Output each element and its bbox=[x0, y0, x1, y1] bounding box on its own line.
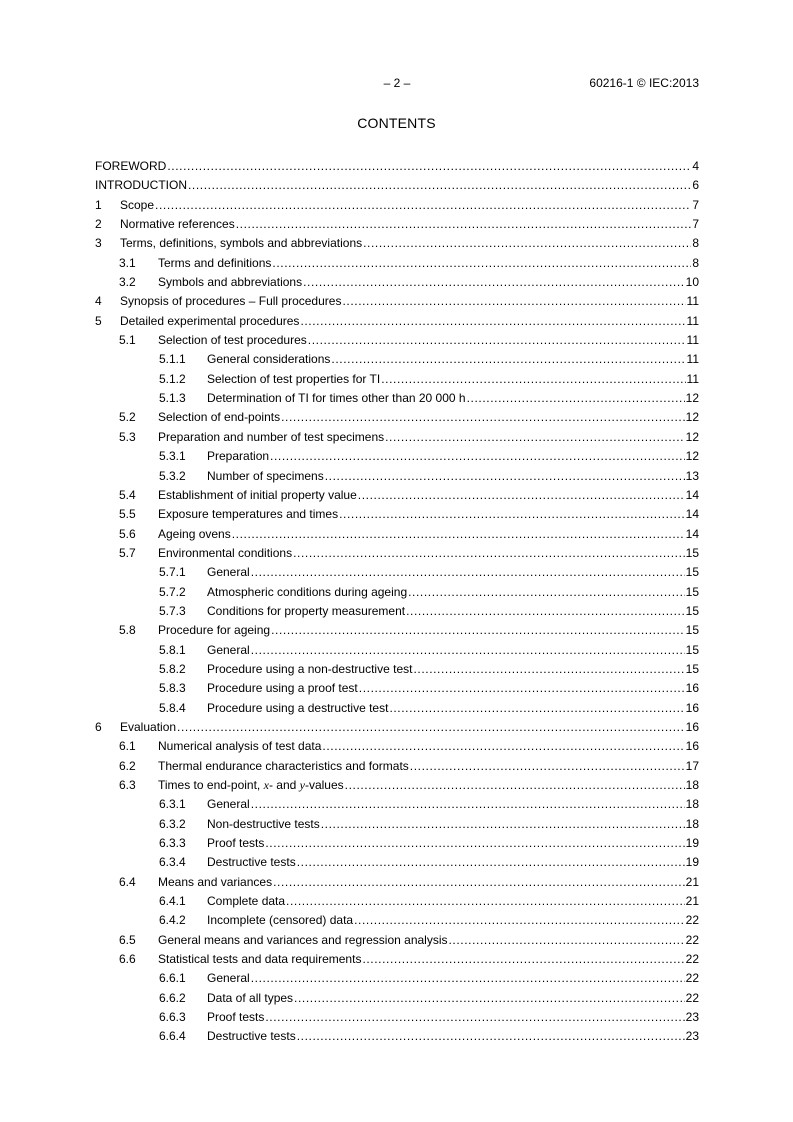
toc-entry[interactable] bbox=[95, 873, 699, 892]
toc-entry-number: 6.2 bbox=[119, 758, 136, 773]
toc-entry-number: 5.3 bbox=[119, 429, 136, 444]
toc-leader-dots bbox=[331, 350, 685, 369]
toc-leader-dots bbox=[155, 196, 691, 215]
toc-entry[interactable] bbox=[95, 467, 699, 486]
toc-entry-page: 23 bbox=[685, 1010, 699, 1025]
toc-entry-number: 5.8.1 bbox=[159, 642, 186, 657]
toc-leader-dots bbox=[359, 679, 685, 698]
toc-entry-number: 2 bbox=[95, 217, 102, 232]
toc-leader-dots bbox=[413, 660, 684, 679]
toc-entry[interactable] bbox=[95, 563, 699, 582]
toc-entry-label: General bbox=[207, 797, 250, 812]
toc-leader-dots bbox=[265, 834, 684, 853]
toc-entry-page: 7 bbox=[692, 197, 699, 212]
toc-entry-number: 5.7.1 bbox=[159, 565, 186, 580]
toc-entry-label: Preparation bbox=[207, 449, 270, 464]
toc-leader-dots bbox=[363, 234, 691, 253]
toc-entry-label: General bbox=[207, 642, 250, 657]
toc-entry-number: 1 bbox=[95, 197, 102, 212]
toc-entry-label: Thermal endurance characteristics and formats bbox=[158, 758, 409, 773]
toc-entry-page: 11 bbox=[686, 333, 699, 348]
toc-entry-label: Incomplete (censored) data bbox=[207, 913, 354, 928]
toc-leader-dots bbox=[270, 447, 685, 466]
toc-entry-label: Detailed experimental procedures bbox=[120, 313, 300, 328]
toc-entry-page: 13 bbox=[685, 468, 699, 483]
toc-entry-number: 6.5 bbox=[119, 932, 136, 947]
toc-leader-dots bbox=[251, 969, 685, 988]
page-number: – 2 – bbox=[383, 76, 411, 90]
toc-leader-dots bbox=[281, 408, 685, 427]
toc-leader-dots bbox=[410, 757, 685, 776]
toc-entry-number: 3.2 bbox=[119, 275, 136, 290]
toc-leader-dots bbox=[297, 1027, 685, 1046]
toc-entry[interactable] bbox=[95, 602, 699, 621]
toc-entry-label: Exposure temperatures and times bbox=[158, 507, 339, 522]
toc-leader-dots bbox=[273, 873, 685, 892]
toc-entry-label: Destructive tests bbox=[207, 855, 296, 870]
toc-entry-number: 3 bbox=[95, 236, 102, 251]
toc-entry[interactable] bbox=[95, 196, 699, 215]
toc-entry-number: 5.7.2 bbox=[159, 584, 186, 599]
toc-entry-page: 22 bbox=[685, 990, 699, 1005]
toc-entry-page: 11 bbox=[686, 371, 699, 386]
toc-entry-number: 5.1.1 bbox=[159, 352, 186, 367]
toc-entry[interactable] bbox=[95, 853, 699, 872]
toc-entry-label: General bbox=[207, 565, 250, 580]
toc-entry-label: INTRODUCTION bbox=[95, 178, 187, 193]
toc-entry[interactable] bbox=[95, 969, 699, 988]
toc-leader-dots bbox=[467, 389, 685, 408]
toc-entry-label: Procedure using a non-destructive test bbox=[207, 661, 413, 676]
toc-entry-number: 5 bbox=[95, 313, 102, 328]
toc-leader-dots bbox=[321, 815, 685, 834]
toc-entry-label: Evaluation bbox=[120, 719, 177, 734]
toc-entry-number: 6.4.2 bbox=[159, 913, 186, 928]
toc-entry-label: Proof tests bbox=[207, 1010, 265, 1025]
toc-leader-dots bbox=[297, 853, 685, 872]
toc-entry-label: Data of all types bbox=[207, 990, 294, 1005]
toc-entry-page: 14 bbox=[685, 526, 699, 541]
toc-entry-number: 5.6 bbox=[119, 526, 136, 541]
toc-entry[interactable] bbox=[95, 776, 699, 795]
toc-entry[interactable] bbox=[95, 544, 699, 563]
toc-entry-label: General bbox=[207, 971, 250, 986]
toc-entry-page: 12 bbox=[685, 410, 699, 425]
toc-entry[interactable] bbox=[95, 350, 699, 369]
toc-entry-label: Atmospheric conditions during ageing bbox=[207, 584, 408, 599]
toc-entry[interactable] bbox=[95, 525, 699, 544]
toc-leader-dots bbox=[325, 467, 685, 486]
toc-entry-page: 16 bbox=[685, 739, 699, 754]
toc-entry[interactable] bbox=[95, 292, 699, 311]
toc-entry-page: 15 bbox=[685, 603, 699, 618]
toc-entry-label: Terms and definitions bbox=[158, 255, 272, 270]
toc-entry-number: 5.3.2 bbox=[159, 468, 186, 483]
toc-entry-page: 23 bbox=[685, 1029, 699, 1044]
toc-entry[interactable] bbox=[95, 737, 699, 756]
toc-entry[interactable] bbox=[95, 331, 699, 350]
toc-leader-dots bbox=[177, 718, 685, 737]
toc-entry[interactable] bbox=[95, 176, 699, 195]
toc-leader-dots bbox=[406, 602, 685, 621]
toc-entry-number: 5.3.1 bbox=[159, 449, 186, 464]
toc-entry-label: Terms, definitions, symbols and abbreviations bbox=[120, 236, 363, 251]
toc-leader-dots bbox=[236, 215, 692, 234]
toc-entry-label: FOREWORD bbox=[95, 159, 167, 173]
toc-entry-page: 15 bbox=[685, 661, 699, 676]
toc-entry-page: 15 bbox=[685, 545, 699, 560]
contents-title: CONTENTS bbox=[357, 115, 436, 131]
toc-entry-number: 6.6.3 bbox=[159, 1010, 186, 1025]
toc-entry[interactable] bbox=[95, 892, 699, 911]
toc-entry-label: Synopsis of procedures – Full procedures bbox=[120, 294, 342, 309]
toc-entry-number: 5.1 bbox=[119, 333, 136, 348]
toc-entry-number: 5.8.4 bbox=[159, 700, 186, 715]
toc-entry-page: 11 bbox=[686, 352, 699, 367]
toc-entry-page: 21 bbox=[685, 894, 699, 909]
toc-entry-label: Determination of TI for times other than 20 000 h bbox=[207, 391, 466, 406]
toc-entry-page: 22 bbox=[685, 932, 699, 947]
toc-entry-page: 10 bbox=[685, 275, 699, 290]
toc-entry-number: 6.3 bbox=[119, 778, 136, 792]
toc-entry-label: Procedure using a destructive test bbox=[207, 700, 389, 715]
toc-leader-dots bbox=[271, 621, 685, 640]
toc-entry-label: Symbols and abbreviations bbox=[158, 275, 303, 290]
toc-entry-number: 6.4.1 bbox=[159, 894, 186, 909]
toc-entry-page: 15 bbox=[685, 642, 699, 657]
toc-entry[interactable] bbox=[95, 312, 699, 331]
toc-entry-page: 6 bbox=[692, 178, 699, 193]
toc-entry-label: Conditions for property measurement bbox=[207, 603, 406, 618]
toc-entry-page: 8 bbox=[692, 236, 699, 251]
toc-entry-number: 5.1.2 bbox=[159, 371, 186, 386]
toc-entry-number: 4 bbox=[95, 294, 102, 309]
toc-entry[interactable] bbox=[95, 911, 699, 930]
toc-entry-page: 18 bbox=[685, 778, 699, 792]
toc-entry[interactable] bbox=[95, 273, 699, 292]
toc-entry-page: 16 bbox=[685, 681, 699, 696]
toc-leader-dots bbox=[389, 699, 684, 718]
toc-entry-number: 6.4 bbox=[119, 874, 136, 889]
toc-entry-number: 5.8.2 bbox=[159, 661, 186, 676]
toc-entry-page: 22 bbox=[685, 971, 699, 986]
toc-leader-dots bbox=[345, 776, 685, 795]
toc-entry-page: 16 bbox=[685, 719, 699, 734]
toc-entry-label: Numerical analysis of test data bbox=[158, 739, 322, 754]
page-header bbox=[95, 76, 699, 92]
toc-leader-dots bbox=[342, 292, 685, 311]
toc-entry-page: 17 bbox=[685, 758, 699, 773]
toc-entry[interactable] bbox=[95, 989, 699, 1008]
toc-entry-number: 5.7.3 bbox=[159, 603, 186, 618]
toc-entry-number: 6.6.2 bbox=[159, 990, 186, 1005]
toc-entry-number: 6.3.3 bbox=[159, 836, 186, 851]
toc-entry-page: 16 bbox=[685, 700, 699, 715]
toc-leader-dots bbox=[286, 892, 685, 911]
toc-entry[interactable] bbox=[95, 1008, 699, 1027]
toc-entry-label: Preparation and number of test specimens bbox=[158, 429, 385, 444]
toc-entry[interactable] bbox=[95, 757, 699, 776]
toc-leader-dots bbox=[354, 911, 685, 930]
toc-leader-dots bbox=[293, 544, 685, 563]
toc-entry[interactable] bbox=[95, 1027, 699, 1046]
toc-leader-dots bbox=[294, 989, 685, 1008]
toc-entry-number: 6 bbox=[95, 719, 102, 734]
toc-entry-number: 5.8 bbox=[119, 623, 136, 638]
toc-entry-number: 5.8.3 bbox=[159, 681, 186, 696]
toc-leader-dots bbox=[339, 505, 685, 524]
toc-entry[interactable] bbox=[95, 950, 699, 969]
toc-entry[interactable] bbox=[95, 641, 699, 660]
table-of-contents bbox=[95, 157, 699, 1047]
toc-entry-label: Selection of end-points bbox=[158, 410, 281, 425]
toc-entry-page: 15 bbox=[685, 584, 699, 599]
toc-entry-label: Means and variances bbox=[158, 874, 273, 889]
toc-entry-page: 12 bbox=[685, 449, 699, 464]
toc-entry-label: Procedure for ageing bbox=[158, 623, 271, 638]
toc-leader-dots bbox=[308, 331, 686, 350]
toc-entry-label: Environmental conditions bbox=[158, 545, 293, 560]
toc-entry-number: 5.1.3 bbox=[159, 391, 186, 406]
toc-leader-dots bbox=[300, 312, 685, 331]
toc-entry[interactable] bbox=[95, 408, 699, 427]
toc-entry[interactable] bbox=[95, 660, 699, 679]
toc-entry[interactable] bbox=[95, 486, 699, 505]
toc-entry[interactable] bbox=[95, 428, 699, 447]
toc-entry-number: 6.6.4 bbox=[159, 1029, 186, 1044]
toc-entry-label: Proof tests bbox=[207, 836, 265, 851]
toc-entry-label: Number of specimens bbox=[207, 468, 324, 483]
toc-entry[interactable] bbox=[95, 505, 699, 524]
toc-entry-number: 6.6.1 bbox=[159, 971, 186, 986]
toc-entry-label: Non-destructive tests bbox=[207, 816, 320, 831]
toc-entry-label: Normative references bbox=[120, 217, 235, 232]
toc-entry-page: 18 bbox=[685, 816, 699, 831]
toc-entry[interactable] bbox=[95, 370, 699, 389]
toc-entry-label: General considerations bbox=[207, 352, 331, 367]
toc-entry[interactable] bbox=[95, 931, 699, 950]
toc-leader-dots bbox=[167, 157, 691, 176]
toc-leader-dots bbox=[232, 525, 685, 544]
toc-leader-dots bbox=[188, 176, 691, 195]
toc-entry[interactable] bbox=[95, 447, 699, 466]
toc-entry-page: 12 bbox=[685, 429, 699, 444]
toc-entry-label: Destructive tests bbox=[207, 1029, 296, 1044]
toc-entry[interactable] bbox=[95, 583, 699, 602]
toc-entry-label: Ageing ovens bbox=[158, 526, 231, 541]
toc-entry[interactable] bbox=[95, 621, 699, 640]
toc-entry-page: 4 bbox=[692, 159, 699, 173]
toc-leader-dots bbox=[265, 1008, 684, 1027]
toc-entry-number: 5.2 bbox=[119, 410, 136, 425]
toc-entry-page: 12 bbox=[685, 391, 699, 406]
toc-leader-dots bbox=[408, 583, 685, 602]
toc-leader-dots bbox=[303, 273, 685, 292]
toc-entry-label: Establishment of initial property value bbox=[158, 487, 357, 502]
toc-entry-page: 19 bbox=[685, 836, 699, 851]
toc-entry[interactable] bbox=[95, 679, 699, 698]
toc-entry-number: 5.4 bbox=[119, 487, 136, 502]
toc-entry-number: 5.7 bbox=[119, 545, 136, 560]
toc-leader-dots bbox=[362, 950, 684, 969]
toc-entry-page: 21 bbox=[685, 874, 699, 889]
toc-entry[interactable] bbox=[95, 699, 699, 718]
toc-entry-page: 15 bbox=[685, 623, 699, 638]
toc-entry-page: 11 bbox=[686, 313, 699, 328]
toc-entry-page: 22 bbox=[685, 952, 699, 967]
toc-leader-dots bbox=[385, 428, 685, 447]
toc-entry-page: 8 bbox=[692, 255, 699, 270]
toc-entry[interactable] bbox=[95, 389, 699, 408]
toc-entry[interactable] bbox=[95, 254, 699, 273]
toc-leader-dots bbox=[251, 641, 685, 660]
toc-entry-label: Procedure using a proof test bbox=[207, 681, 358, 696]
toc-leader-dots bbox=[381, 370, 685, 389]
toc-entry[interactable] bbox=[95, 795, 699, 814]
toc-entry-page: 15 bbox=[685, 565, 699, 580]
toc-entry-label: Complete data bbox=[207, 894, 286, 909]
toc-entry-number: 6.3.2 bbox=[159, 816, 186, 831]
toc-entry-label: General means and variances and regression analysis bbox=[158, 932, 448, 947]
toc-entry-number: 6.3.1 bbox=[159, 797, 186, 812]
toc-entry-page: 19 bbox=[685, 855, 699, 870]
toc-leader-dots bbox=[449, 931, 685, 950]
toc-leader-dots bbox=[251, 563, 685, 582]
toc-entry[interactable] bbox=[95, 157, 699, 176]
toc-entry-label: Scope bbox=[120, 197, 155, 212]
toc-entry-number: 3.1 bbox=[119, 255, 136, 270]
toc-entry-label: Statistical tests and data requirements bbox=[158, 952, 362, 967]
toc-entry-label: Selection of test procedures bbox=[158, 333, 307, 348]
toc-entry-page: 11 bbox=[686, 294, 699, 309]
toc-entry-label: Selection of test properties for TI bbox=[207, 371, 381, 386]
toc-entry-number: 6.6 bbox=[119, 952, 136, 967]
toc-entry-page: 14 bbox=[685, 487, 699, 502]
toc-entry-page: 7 bbox=[692, 217, 699, 232]
toc-entry-number: 5.5 bbox=[119, 507, 136, 522]
toc-entry[interactable] bbox=[95, 215, 699, 234]
toc-entry-number: 6.1 bbox=[119, 739, 136, 754]
toc-entry-page: 18 bbox=[685, 797, 699, 812]
toc-entry[interactable] bbox=[95, 234, 699, 253]
toc-entry-number: 6.3.4 bbox=[159, 855, 186, 870]
toc-entry-page: 22 bbox=[685, 913, 699, 928]
toc-leader-dots bbox=[358, 486, 685, 505]
toc-entry[interactable] bbox=[95, 834, 699, 853]
toc-entry-label: Times to end-point, x- and y-values bbox=[158, 778, 344, 792]
toc-leader-dots bbox=[322, 737, 684, 756]
toc-leader-dots bbox=[251, 795, 685, 814]
toc-leader-dots bbox=[272, 254, 691, 273]
toc-entry-page: 14 bbox=[685, 507, 699, 522]
document-reference: 60216-1 © IEC:2013 bbox=[589, 76, 699, 90]
toc-entry[interactable] bbox=[95, 718, 699, 737]
toc-entry[interactable] bbox=[95, 815, 699, 834]
